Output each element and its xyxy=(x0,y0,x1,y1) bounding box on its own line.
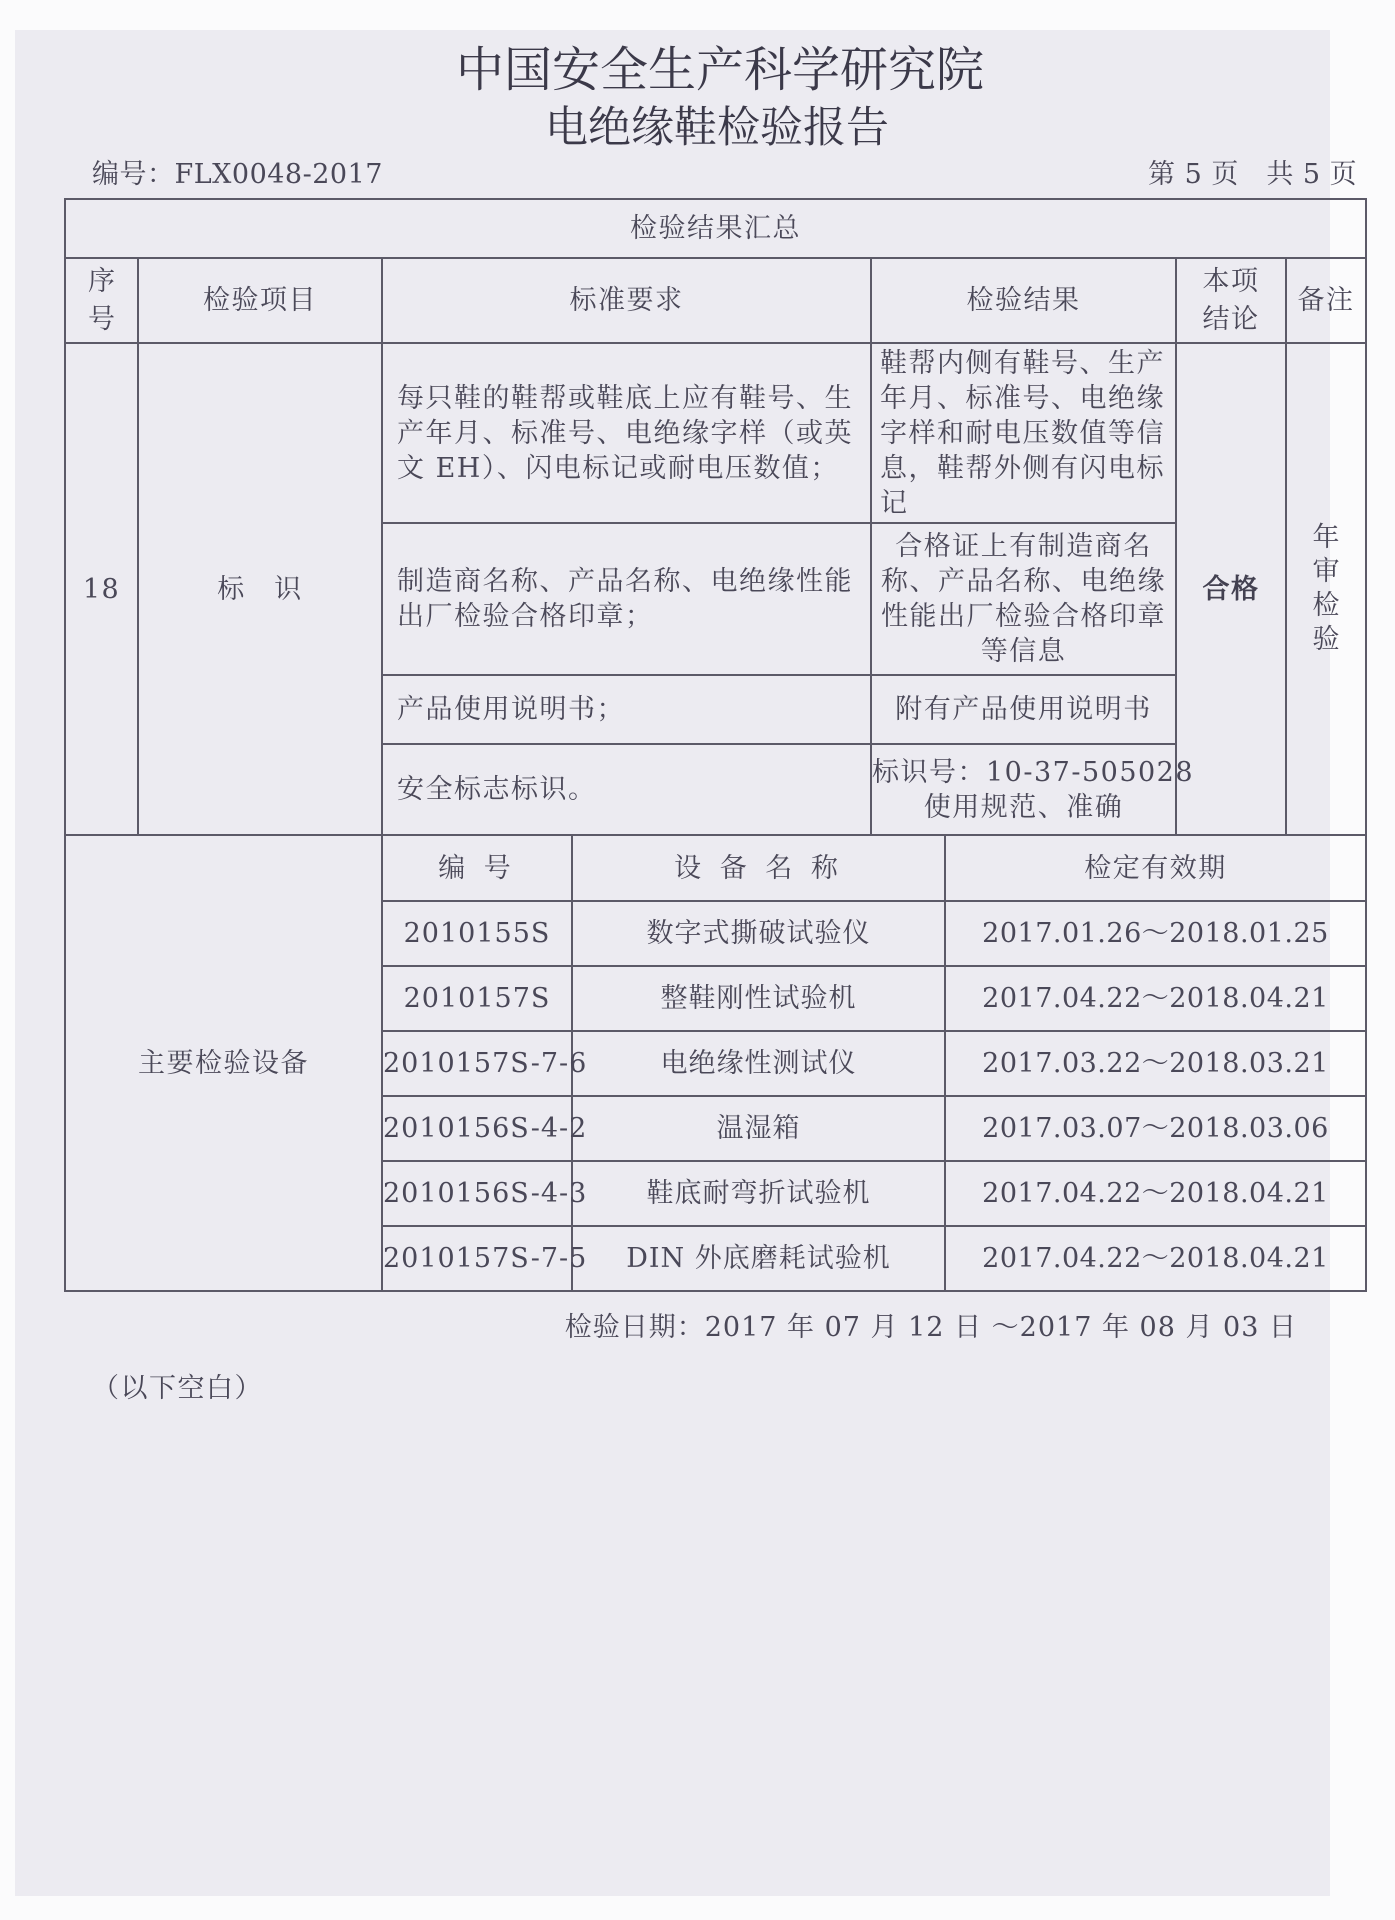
requirement-cell xyxy=(382,343,871,523)
summary-caption: 检验结果汇总 xyxy=(65,199,1366,258)
table-row xyxy=(65,343,1366,523)
col-header-equipment-name: 设 备 名 称 xyxy=(572,835,945,901)
equipment-name: 温湿箱 xyxy=(572,1096,945,1161)
summary-caption-row xyxy=(65,199,1366,258)
equipment-code: 2010155S xyxy=(382,901,572,966)
equipment-code: 2010156S-4-2 xyxy=(382,1096,572,1161)
result-line: 年月、标准号、电绝缘 xyxy=(880,382,1165,414)
col-header-code: 编 号 xyxy=(382,835,572,901)
equipment-label: 主要检验设备 xyxy=(65,835,382,1291)
requirement-cell xyxy=(382,744,871,835)
col-header-requirement: 标准要求 xyxy=(382,258,871,343)
result-line: 合格证上有制造商名 xyxy=(895,531,1152,562)
equipment-validity: 2017.03.22～2018.03.21 xyxy=(945,1031,1366,1096)
equipment-validity: 2017.01.26～2018.01.25 xyxy=(945,901,1366,966)
requirement-line: 产品使用说明书； xyxy=(397,694,625,725)
row-item: 标 识 xyxy=(138,343,382,835)
row-conclusion: 合格 xyxy=(1176,343,1286,835)
requirement-line: 产年月、标准号、电绝缘字样（或英 xyxy=(397,417,853,449)
equipment-code: 2010157S-7-5 xyxy=(382,1226,572,1291)
result-line: 使用规范、准确 xyxy=(923,791,1124,823)
result-line: 鞋帮内侧有鞋号、生产 xyxy=(880,347,1165,379)
result-cell xyxy=(871,343,1176,523)
result-line: 字样和耐电压数值等信 xyxy=(880,417,1165,449)
row-remark xyxy=(1286,343,1366,835)
result-cell xyxy=(871,744,1195,835)
result-line: 性能出厂检验合格印章 xyxy=(881,601,1166,632)
col-header-result: 检验结果 xyxy=(871,258,1176,343)
requirement-line: 安全标志标识。 xyxy=(397,774,597,805)
col-header-validity: 检定有效期 xyxy=(945,835,1366,901)
equipment-code: 2010157S xyxy=(382,966,572,1031)
requirement-cell xyxy=(382,523,871,675)
result-cell xyxy=(871,675,1176,744)
org-title: 中国安全生产科学研究院 xyxy=(455,42,984,98)
requirement-line: 文 EH）、闪电标记或耐电压数值； xyxy=(397,452,839,484)
row-seq: 18 xyxy=(65,343,138,835)
equipment-name: DIN 外底磨耗试验机 xyxy=(572,1226,945,1291)
col-header-conclusion xyxy=(1176,258,1286,343)
equipment-validity: 2017.04.22～2018.04.21 xyxy=(945,1161,1366,1226)
result-line: 息，鞋帮外侧有闪电标 xyxy=(880,452,1165,484)
col-header-conclusion-label: 本项结论 xyxy=(1202,265,1260,335)
report-page xyxy=(15,30,1358,1896)
equipment-validity: 2017.04.22～2018.04.21 xyxy=(945,1226,1366,1291)
requirement-line: 出厂检验合格印章； xyxy=(397,601,654,632)
result-line: 附有产品使用说明书 xyxy=(895,694,1152,725)
col-header-remark: 备注 xyxy=(1286,258,1366,343)
equipment-validity: 2017.04.22～2018.04.21 xyxy=(945,966,1366,1031)
row-remark-text: 年审检验 xyxy=(1312,522,1340,655)
equipment-code: 2010157S-7-6 xyxy=(382,1031,572,1096)
equipment-name: 电绝缘性测试仪 xyxy=(572,1031,945,1096)
equipment-name: 数字式撕破试验仪 xyxy=(572,901,945,966)
col-header-seq xyxy=(65,258,138,343)
report-number: 编号：FLX0048-2017 xyxy=(92,159,383,190)
report-title: 电绝缘鞋检验报告 xyxy=(545,103,889,153)
col-header-item: 检验项目 xyxy=(138,258,382,343)
page-info: 第 5 页 共 5 页 xyxy=(1148,159,1358,190)
result-line: 标识号：10-37-505028 xyxy=(872,756,1195,788)
result-line: 记 xyxy=(880,487,909,519)
equipment-name: 鞋底耐弯折试验机 xyxy=(572,1161,945,1226)
col-header-seq-label: 序号 xyxy=(88,265,115,335)
result-line: 等信息 xyxy=(980,636,1067,667)
result-cell xyxy=(871,523,1176,675)
equipment-name: 整鞋刚性试验机 xyxy=(572,966,945,1031)
result-line: 称、产品名称、电绝缘 xyxy=(881,566,1166,597)
summary-header-row xyxy=(65,258,1366,343)
equipment-header-row xyxy=(65,835,1366,901)
inspection-table xyxy=(64,198,1367,1292)
requirement-line: 制造商名称、产品名称、电绝缘性能 xyxy=(397,566,853,597)
equipment-code: 2010156S-4-3 xyxy=(382,1161,572,1226)
inspection-date: 检验日期：2017 年 07 月 12 日 ～2017 年 08 月 03 日 xyxy=(564,1312,1297,1343)
equipment-validity: 2017.03.07～2018.03.06 xyxy=(945,1096,1366,1161)
requirement-cell xyxy=(382,675,871,744)
blank-below-note: （以下空白） xyxy=(92,1373,263,1404)
requirement-line: 每只鞋的鞋帮或鞋底上应有鞋号、生 xyxy=(397,382,853,414)
